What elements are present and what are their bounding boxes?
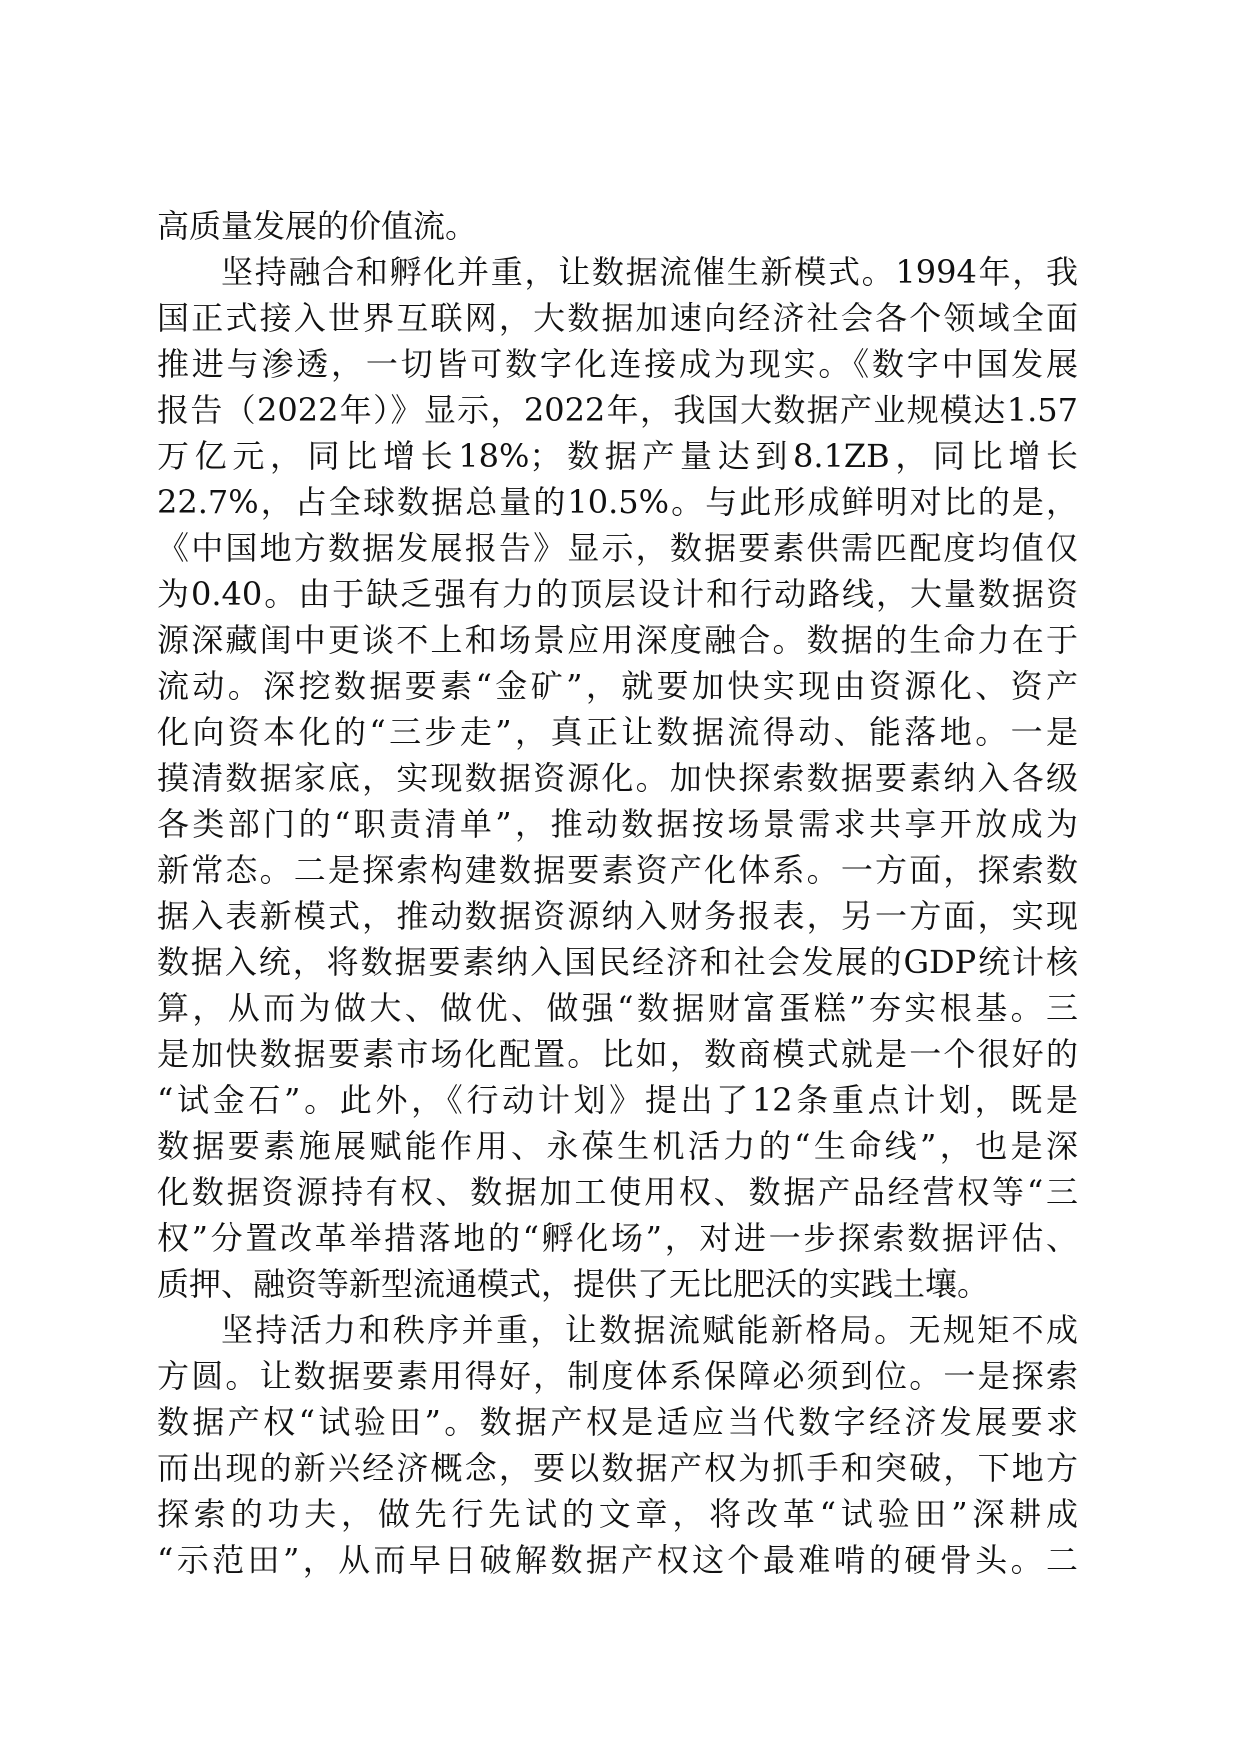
text-line: 权”分置改革举措落地的“孵化场”，对进一步探索数据评估、 [157, 1219, 1078, 1257]
text-line: 各类部门的“职责清单”，推动数据按场景需求共享开放成为 [157, 805, 1078, 843]
text-line: 数据入统，将数据要素纳入国民经济和社会发展的GDP统计核 [157, 943, 1078, 981]
body-text [157, 203, 1078, 1583]
text-line: “示范田”，从而早日破解数据产权这个最难啃的硬骨头。二 [157, 1541, 1078, 1579]
text-line: “试金石”。此外，《行动计划》提出了12条重点计划，既是 [157, 1081, 1078, 1119]
text-line: 新常态。二是探索构建数据要素资产化体系。一方面，探索数 [157, 851, 1078, 889]
text-line: 流动。深挖数据要素“金矿”，就要加快实现由资源化、资产 [157, 667, 1078, 705]
text-line: 据入表新模式，推动数据资源纳入财务报表，另一方面，实现 [157, 897, 1078, 935]
text-line: 推进与渗透，一切皆可数字化连接成为现实。《数字中国发展 [157, 345, 1078, 383]
text-line: 而出现的新兴经济概念，要以数据产权为抓手和突破，下地方 [157, 1449, 1078, 1487]
text-line: 质押、融资等新型流通模式，提供了无比肥沃的实践土壤。 [157, 1265, 990, 1303]
text-line: 化向资本化的“三步走”，真正让数据流得动、能落地。一是 [157, 713, 1078, 751]
text-line: 源深藏闺中更谈不上和场景应用深度融合。数据的生命力在于 [157, 621, 1078, 659]
paragraph-start-line: 坚持融合和孵化并重，让数据流催生新模式。1994年，我 [221, 253, 1078, 291]
text-line: 是加快数据要素市场化配置。比如，数商模式就是一个很好的 [157, 1035, 1078, 1073]
text-line: 高质量发展的价值流。 [157, 207, 478, 245]
text-line: 探索的功夫，做先行先试的文章，将改革“试验田”深耕成 [157, 1495, 1078, 1533]
text-line: 方圆。让数据要素用得好，制度体系保障必须到位。一是探索 [157, 1357, 1078, 1395]
text-line: 报告（2022年）》显示，2022年，我国大数据产业规模达1.57 [157, 391, 1078, 429]
text-line: 数据产权“试验田”。数据产权是适应当代数字经济发展要求 [157, 1403, 1078, 1441]
text-line: 为0.40。由于缺乏强有力的顶层设计和行动路线，大量数据资 [157, 575, 1078, 613]
text-line: 国正式接入世界互联网，大数据加速向经济社会各个领域全面 [157, 299, 1078, 337]
text-line: 22.7%，占全球数据总量的10.5%。与此形成鲜明对比的是， [157, 483, 1078, 521]
text-line: 化数据资源持有权、数据加工使用权、数据产品经营权等“三 [157, 1173, 1078, 1211]
text-line: 《中国地方数据发展报告》显示，数据要素供需匹配度均值仅 [157, 529, 1078, 567]
text-line: 摸清数据家底，实现数据资源化。加快探索数据要素纳入各级 [157, 759, 1078, 797]
text-line: 算，从而为做大、做优、做强“数据财富蛋糕”夯实根基。三 [157, 989, 1078, 1027]
text-line: 万亿元，同比增长18%；数据产量达到8.1ZB，同比增长 [157, 437, 1078, 475]
text-line: 数据要素施展赋能作用、永葆生机活力的“生命线”，也是深 [157, 1127, 1078, 1165]
paragraph-start-line: 坚持活力和秩序并重，让数据流赋能新格局。无规矩不成 [221, 1311, 1078, 1349]
